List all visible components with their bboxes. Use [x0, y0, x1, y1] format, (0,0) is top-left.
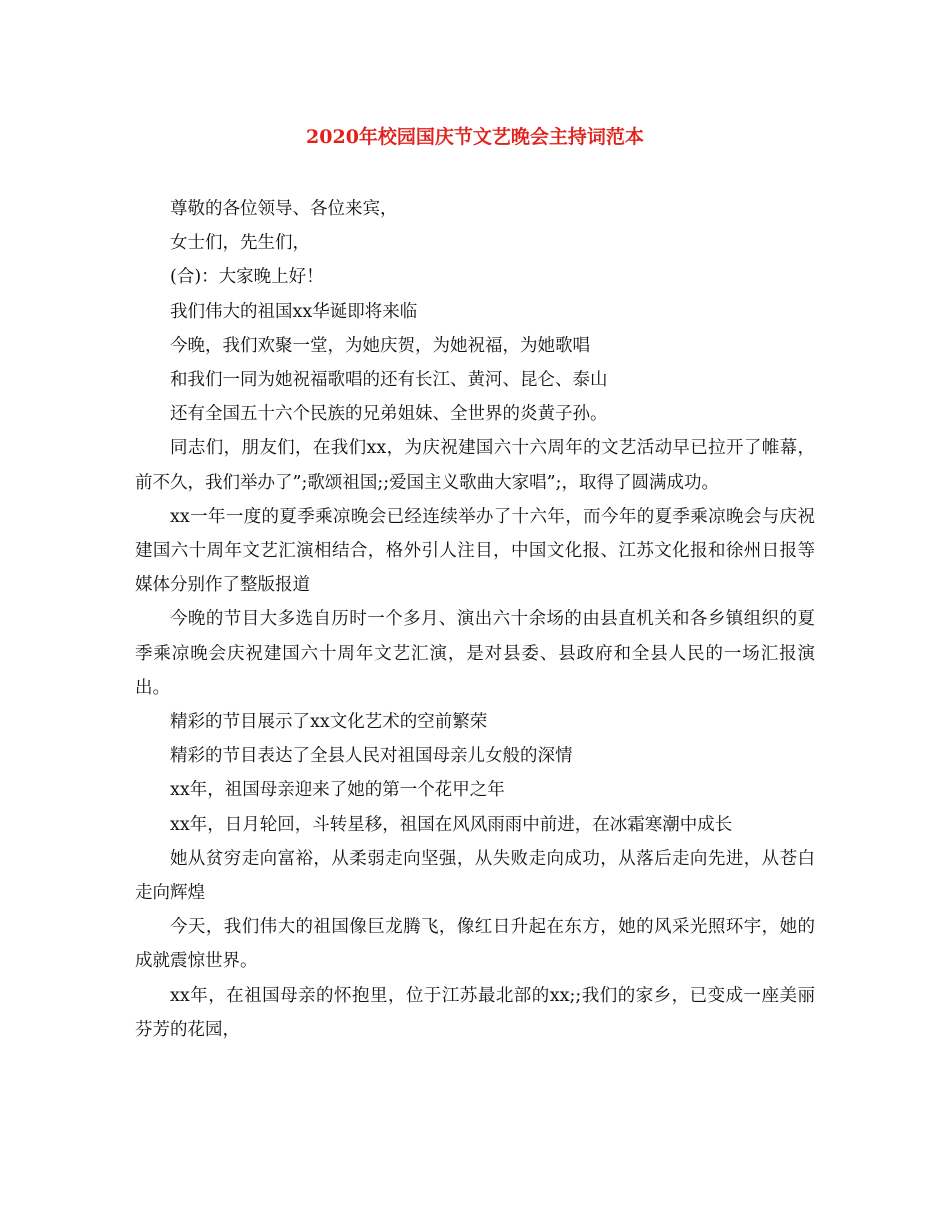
paragraph: 我们伟大的祖国xx华诞即将来临: [170, 301, 418, 322]
paragraph: xx年，日月轮回，斗转星移，祖国在风风雨雨中前进，在冰霜寒潮中成长: [170, 814, 733, 835]
document-body: [135, 192, 815, 1047]
paragraph: 精彩的节目表达了全县人民对祖国母亲儿女般的深情: [170, 746, 573, 767]
paragraph: 和我们一同为她祝福歌唱的还有长江、黄河、昆仑、泰山: [170, 370, 608, 391]
paragraph: 还有全国五十六个民族的兄弟姐妹、全世界的炎黄子孙。: [170, 404, 608, 425]
paragraph: 今天，我们伟大的祖国像巨龙腾飞，像红日升起在东方，她的风采光照环宇，她的成就震惊世界。: [135, 917, 815, 972]
paragraph: 同志们，朋友们，在我们xx，为庆祝建国六十六周年的文艺活动早已拉开了帷幕，前不久，我们举办了”;歌颂祖国;;爱国主义歌曲大家唱”;，取得了圆满成功。: [135, 438, 815, 493]
paragraph: 女士们，先生们，: [170, 233, 310, 254]
document-title: 2020年校园国庆节文艺晚会主持词范本: [306, 126, 644, 148]
paragraph: xx年，在祖国母亲的怀抱里，位于江苏最北部的xx;;我们的家乡，已变成一座美丽芬芳的花园，: [135, 985, 815, 1040]
paragraph: xx一年一度的夏季乘凉晚会已经连续举办了十六年，而今年的夏季乘凉晚会与庆祝建国六十周年文艺汇演相结合，格外引人注目，中国文化报、江苏文化报和徐州日报等媒体分别作了整版报道: [135, 506, 815, 596]
paragraph: (合)：大家晚上好！: [170, 267, 324, 288]
paragraph: 精彩的节目展示了xx文化艺术的空前繁荣: [170, 712, 488, 733]
paragraph: 今晚，我们欢聚一堂，为她庆贺，为她祝福，为她歌唱: [170, 335, 590, 356]
paragraph: xx年，祖国母亲迎来了她的第一个花甲之年: [170, 780, 505, 801]
paragraph: 她从贫穷走向富裕，从柔弱走向坚强，从失败走向成功，从落后走向先进，从苍白走向辉煌: [135, 848, 815, 904]
paragraph: 尊敬的各位领导、各位来宾，: [170, 199, 398, 219]
paragraph: 今晚的节目大多选自历时一个多月、演出六十余场的由县直机关和各乡镇组织的夏季乘凉晚会庆祝建国六十周年文艺汇演，是对县委、县政府和全县人民的一场汇报演出。: [135, 609, 815, 698]
